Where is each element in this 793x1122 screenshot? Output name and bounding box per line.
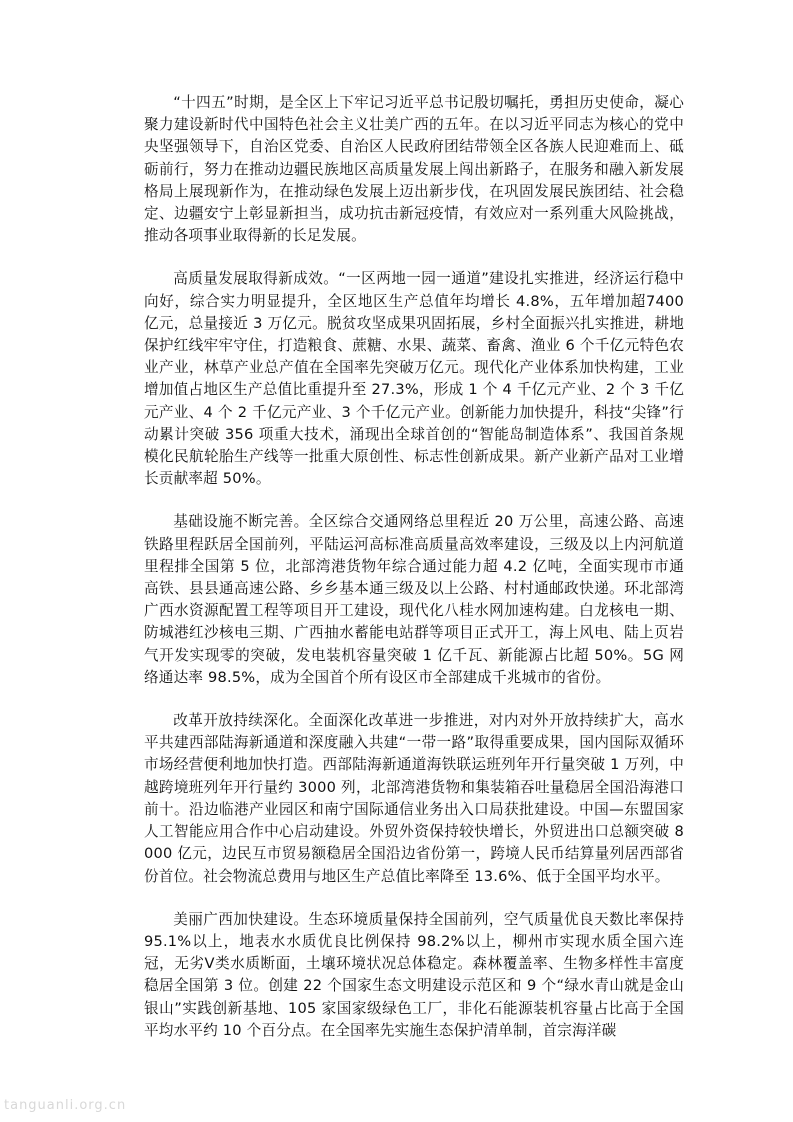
site-watermark: tanguanli.org.cn	[4, 1098, 127, 1113]
paragraph-intro: “十四五”时期，是全区上下牢记习近平总书记殷切嘱托，勇担历史使命，凝心聚力建设新时代中国特色社会主义壮美广西的五年。在以习近平同志为核心的党中央坚强领导下，自治区党委、自治区人民政府团结带领全区各族人民迎难而上、砥砺前行，努力在推动边疆民族地区高质量发展上闯出新路子，在服务和融入新发展格局上展现新作为，在推动绿色发展上迈出新步伐，在巩固发展民族团结、社会稳定、边疆安宁上彰显新担当，成功抗击新冠疫情，有效应对一系列重大风险挑战，推动各项事业取得新的长足发展。	[144, 94, 684, 245]
paragraph-high-quality-development: 高质量发展取得新成效。“一区两地一园一通道”建设扎实推进，经济运行稳中向好，综合实力明显提升，全区地区生产总值年均增长 4.8%，五年增加超7400 亿元，总量接近 3 万亿元。脱贫攻坚成果巩固拓展，乡村全面振兴扎实推进，耕地保护红线牢牢守住，打造粮食、蔗糖、水果、蔬菜、畜禽、渔业 6 个千亿元特色农业产业，林草产业总产值在全国率先突破万亿元。现代化产业体系加快构建，工业增加值占地区生产总值比重提升至 27.3%，形成 1 个 4 千亿元产业、2 个 3 千亿元产业、4 个 2 千亿元产业、3 个千亿元产业。创新能力加快提升，科技“尖锋”行动累计突破 356 项重大技术，涌现出全球首创的“智能岛制造体系”、我国首条规模化民航轮胎生产线等一批重大原创性、标志性创新成果。新产业新产品对工业增长贡献率超 50%。	[144, 270, 684, 488]
paragraph-reform-opening: 改革开放持续深化。全面深化改革进一步推进，对内对外开放持续扩大，高水平共建西部陆海新通道和深度融入共建“一带一路”取得重要成果，国内国际双循环市场经营便利地加快打造。西部陆海新通道海铁联运班列年开行量突破 1 万列，中越跨境班列年开行量约 3000 列，北部湾港货物和集装箱吞吐量稳居全国沿海港口前十。沿边临港产业园区和南宁国际通信业务出入口局获批建设。中国—东盟国家人工智能应用合作中心启动建设。外贸外资保持较快增长，外贸进出口总额突破 8000 亿元，边民互市贸易额稳居全国沿边省份第一，跨境人民币结算量列居西部省份首位。社会物流总费用与地区生产总值比率降至 13.6%、低于全国平均水平。	[144, 712, 684, 885]
paragraph-beautiful-guangxi: 美丽广西加快建设。生态环境质量保持全国前列，空气质量优良天数比率保持 95.1%以上，地表水水质优良比例保持 98.2%以上，柳州市实现水质全国六连冠，无劣Ⅴ类水质断面，土壤环境状况总体稳定。森林覆盖率、生物多样性丰富度稳居全国第 3 位。创建 22 个国家生态文明建设示范区和 9 个“绿水青山就是金山银山”实践创新基地、105 家国家级绿色工厂，非化石能源装机容量占比高于全国平均水平约 10 个百分点。在全国率先实施生态保护清单制，首宗海洋碳	[144, 910, 684, 1039]
paragraph-infrastructure: 基础设施不断完善。全区综合交通网络总里程近 20 万公里，高速公路、高速铁路里程跃居全国前列，平陆运河高标准高质量高效率建设，三级及以上内河航道里程排全国第 5 位，北部湾港货物年综合通过能力超 4.2 亿吨，全面实现市市通高铁、县县通高速公路、乡乡基本通三级及以上公路、村村通邮政快递。环北部湾广西水资源配置工程等项目开工建设，现代化八桂水网加速构建。白龙核电一期、防城港红沙核电三期、广西抽水蓄能电站群等项目正式开工，海上风电、陆上页岩气开发实现零的突破，发电装机容量突破 1 亿千瓦、新能源占比超 50%。5G 网络通达率 98.5%，成为全国首个所有设区市全部建成千兆城市的省份。	[144, 513, 684, 686]
document-body	[144, 92, 684, 1063]
